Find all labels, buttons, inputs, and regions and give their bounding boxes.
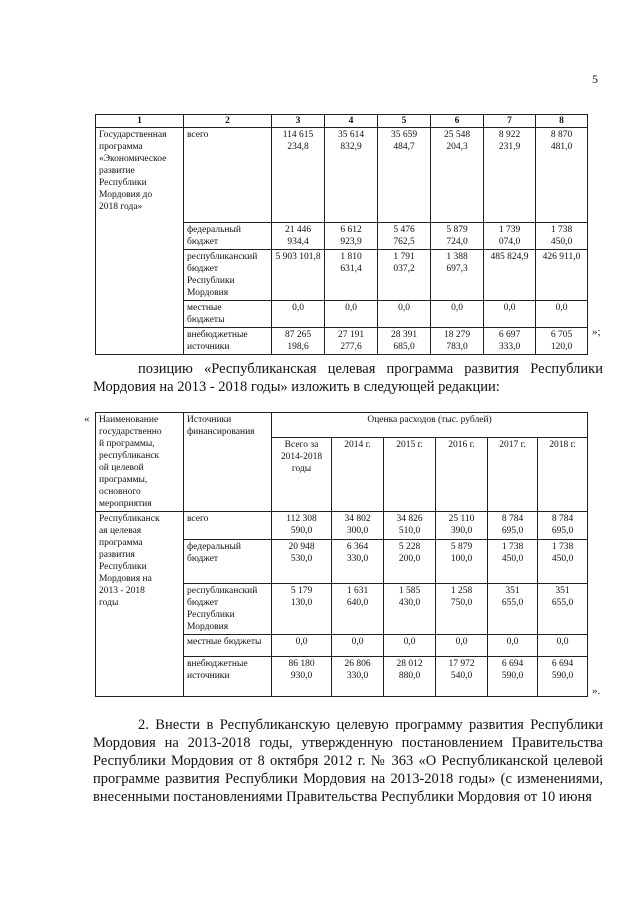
table1-col-header: 1: [96, 115, 184, 128]
value-cell: 5 879 724,0: [431, 223, 484, 250]
value-cell: 6 694 590,0: [488, 657, 538, 697]
table-republican-program: [95, 412, 588, 697]
source-cell: внебюджетные источники: [184, 657, 272, 697]
value-cell: 20 948 530,0: [272, 540, 332, 584]
value-cell: 6 364 330,0: [332, 540, 384, 584]
value-cell: 35 659 484,7: [378, 128, 431, 223]
value-cell: 87 265 198,6: [272, 328, 325, 355]
year-header: 2015 г.: [384, 437, 436, 511]
value-cell: 0,0: [431, 301, 484, 328]
year-header: 2018 г.: [538, 437, 588, 511]
value-cell: 0,0: [272, 301, 325, 328]
value-cell: 0,0: [484, 301, 536, 328]
table-row: [96, 128, 588, 223]
value-cell: 28 391 685,0: [378, 328, 431, 355]
page-number: 5: [592, 72, 598, 86]
source-cell: всего: [184, 512, 272, 540]
value-cell: 0,0: [488, 635, 538, 657]
value-cell: 112 308 590,0: [272, 512, 332, 540]
source-cell: федеральный бюджет: [184, 540, 272, 584]
table1-closing-mark: »;: [592, 326, 601, 338]
value-cell: 34 826 510,0: [384, 512, 436, 540]
year-header: 2014 г.: [332, 437, 384, 511]
value-cell: 5 903 101,8: [272, 250, 325, 301]
value-cell: 114 615 234,8: [272, 128, 325, 223]
table2-open-mark: «: [84, 413, 90, 425]
value-cell: 8 784 695,0: [488, 512, 538, 540]
year-header: 2016 г.: [436, 437, 488, 511]
value-cell: 5 179 130,0: [272, 584, 332, 635]
table2-closing-mark: ».: [592, 685, 601, 697]
value-cell: 0,0: [332, 635, 384, 657]
table2-col-header: Наименование государственно й программы, республиканск ой целевой программы, основного мероприятия: [96, 413, 184, 512]
value-cell: 6 697 333,0: [484, 328, 536, 355]
value-cell: 5 476 762,5: [378, 223, 431, 250]
table1-col-header: 3: [272, 115, 325, 128]
value-cell: 25 548 204,3: [431, 128, 484, 223]
value-cell: 0,0: [384, 635, 436, 657]
value-cell: 351 655,0: [488, 584, 538, 635]
table2-header-row: [96, 413, 588, 438]
value-cell: 27 191 277,6: [325, 328, 378, 355]
value-cell: 0,0: [325, 301, 378, 328]
table2-col-header: Источники финансирования: [184, 413, 272, 512]
value-cell: 1 739 074,0: [484, 223, 536, 250]
value-cell: 1 810 631,4: [325, 250, 378, 301]
value-cell: 1 258 750,0: [436, 584, 488, 635]
table1-header-row: [96, 115, 588, 128]
table1-col-header: 5: [378, 115, 431, 128]
value-cell: 86 180 930,0: [272, 657, 332, 697]
value-cell: 8 870 481,0: [536, 128, 588, 223]
value-cell: 0,0: [436, 635, 488, 657]
table-state-program: [95, 114, 588, 355]
table1-col-header: 6: [431, 115, 484, 128]
value-cell: 28 012 880,0: [384, 657, 436, 697]
source-cell: республиканский бюджет Республики Мордовия: [184, 584, 272, 635]
value-cell: 5 228 200,0: [384, 540, 436, 584]
table1-col-header: 7: [484, 115, 536, 128]
paragraph-position: позицию «Республиканская целевая программа развития Республики Мордовия на 2013 - 2018 годы» изложить в следующей редакции:: [93, 361, 603, 395]
value-cell: 35 614 832,9: [325, 128, 378, 223]
value-cell: 0,0: [536, 301, 588, 328]
value-cell: 0,0: [538, 635, 588, 657]
paragraph-amendment: 2. Внести в Республиканскую целевую программу развития Республики Мордовия на 2013-2018 годы, утвержденную постановлением Правительства Республики Мордовия от 8 октября 2012 г. № 363 «О Республиканской целевой программе развития Республики Мордовия на 2013-2018 годы» (с изменениями, внесенными постановлениями Правительства Республики Мордовия от 10 июня: [93, 717, 603, 805]
value-cell: 0,0: [272, 635, 332, 657]
source-cell: местные бюджеты: [184, 301, 272, 328]
value-cell: 25 110 390,0: [436, 512, 488, 540]
value-cell: 6 694 590,0: [538, 657, 588, 697]
value-cell: 1 585 430,0: [384, 584, 436, 635]
value-cell: 1 738 450,0: [536, 223, 588, 250]
value-cell: 6 612 923,9: [325, 223, 378, 250]
source-cell: внебюджетные источники: [184, 328, 272, 355]
value-cell: 26 806 330,0: [332, 657, 384, 697]
value-cell: 8 784 695,0: [538, 512, 588, 540]
source-cell: местные бюджеты: [184, 635, 272, 657]
table1-col-header: 4: [325, 115, 378, 128]
source-cell: федеральный бюджет: [184, 223, 272, 250]
source-cell: республиканский бюджет Республики Мордовия: [184, 250, 272, 301]
year-header: 2017 г.: [488, 437, 538, 511]
year-header: Всего за 2014-2018 годы: [272, 437, 332, 511]
value-cell: 5 879 100,0: [436, 540, 488, 584]
value-cell: 485 824,9: [484, 250, 536, 301]
value-cell: 1 791 037,2: [378, 250, 431, 301]
value-cell: 351 655,0: [538, 584, 588, 635]
program-name-cell: Государственная программа «Экономическое развитие Республики Мордовия до 2018 года»: [96, 128, 184, 355]
value-cell: 21 446 934,4: [272, 223, 325, 250]
table2-group-header: Оценка расходов (тыс. рублей): [272, 413, 588, 438]
value-cell: 17 972 540,0: [436, 657, 488, 697]
value-cell: 8 922 231,9: [484, 128, 536, 223]
program-name-cell: Республиканск ая целевая программа развития Республики Мордовия на 2013 - 2018 годы: [96, 512, 184, 697]
value-cell: 0,0: [378, 301, 431, 328]
value-cell: 1 738 450,0: [488, 540, 538, 584]
value-cell: 34 802 300,0: [332, 512, 384, 540]
value-cell: 6 705 120,0: [536, 328, 588, 355]
value-cell: 18 279 783,0: [431, 328, 484, 355]
table1-col-header: 8: [536, 115, 588, 128]
value-cell: 1 738 450,0: [538, 540, 588, 584]
value-cell: 1 388 697,3: [431, 250, 484, 301]
value-cell: 426 911,0: [536, 250, 588, 301]
table-row: [96, 512, 588, 540]
table1-col-header: 2: [184, 115, 272, 128]
source-cell: всего: [184, 128, 272, 223]
value-cell: 1 631 640,0: [332, 584, 384, 635]
